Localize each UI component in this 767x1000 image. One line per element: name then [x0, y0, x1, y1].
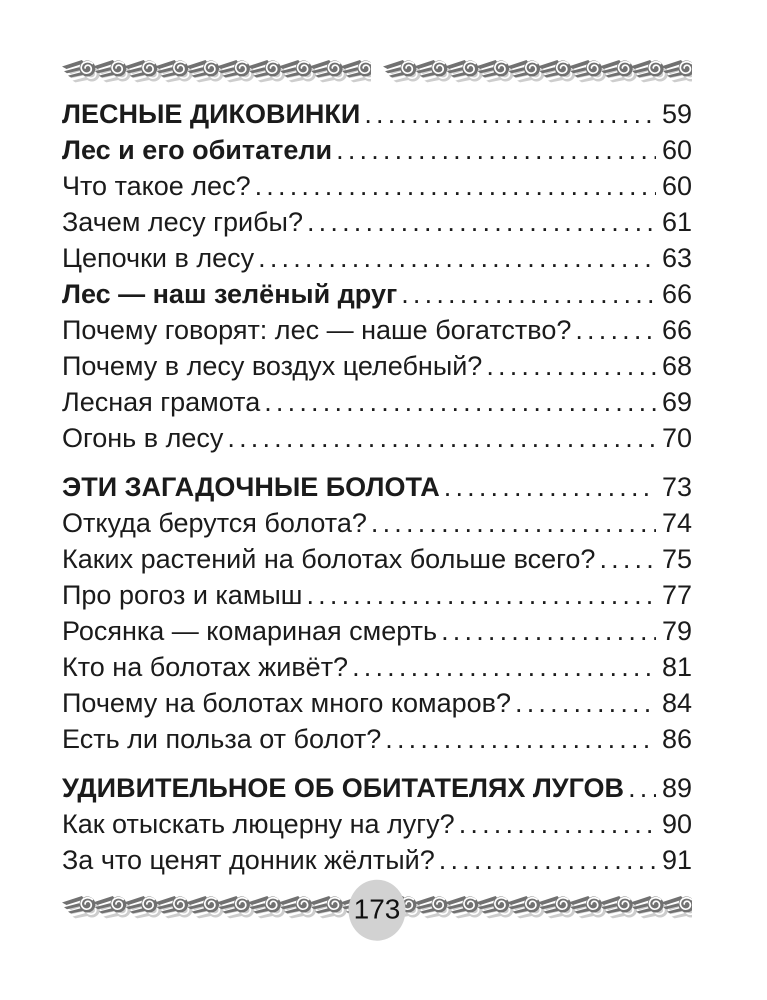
page-number: 173: [353, 893, 401, 925]
toc-entry-title: Зачем лесу грибы?: [62, 207, 303, 237]
toc-entry-page: 74: [661, 508, 692, 538]
toc-entry-title: Про рогоз и камыш: [62, 580, 303, 610]
toc-entry: [62, 96, 692, 132]
toc-entry-title: Лес и его обитатели: [62, 135, 333, 165]
dot-leader: [515, 685, 656, 721]
toc-entry-title: Почему на болотах много комаров?: [62, 688, 512, 718]
dot-leader: [336, 132, 656, 168]
toc-entry-title: Есть ли польза от болот?: [62, 724, 382, 754]
toc-entry-title: Огонь в лесу: [62, 423, 224, 453]
toc-entry: [62, 469, 692, 505]
toc-entry-page: 81: [661, 652, 692, 682]
dot-leader: [575, 312, 656, 348]
dot-leader: [401, 276, 656, 312]
top-ornament-border: [62, 58, 692, 87]
dot-leader: [371, 505, 656, 541]
toc-entry: [62, 168, 692, 204]
dot-leader: [599, 541, 656, 577]
toc-entry: [62, 613, 692, 649]
toc-entry: [62, 384, 692, 420]
dot-leader: [628, 770, 656, 806]
toc-entry: [62, 240, 692, 276]
dot-leader: [444, 469, 656, 505]
toc-entry-title: Как отыскать люцерну на лугу?: [62, 809, 455, 839]
wave-swirl-icon: [383, 894, 692, 923]
toc-entry: [62, 842, 692, 878]
dot-leader: [227, 420, 656, 456]
toc-entry: [62, 541, 692, 577]
dot-leader: [441, 613, 656, 649]
toc-entry-page: 89: [661, 773, 692, 803]
toc-entry-title: Лесная грамота: [62, 387, 261, 417]
wave-swirl-icon: [383, 58, 692, 87]
dot-leader: [486, 348, 656, 384]
dot-leader: [459, 806, 656, 842]
toc-entry: [62, 420, 692, 456]
toc-entry: [62, 806, 692, 842]
toc-entry-page: 60: [661, 135, 692, 165]
toc-entry-page: 75: [661, 544, 692, 574]
dot-leader: [439, 842, 656, 878]
toc-entry-page: 77: [661, 580, 692, 610]
dot-leader: [307, 204, 656, 240]
toc-entry-title: УДИВИТЕЛЬНОЕ ОБ ОБИТАТЕЛЯХ ЛУГОВ: [62, 773, 625, 803]
toc-entry-page: 59: [661, 99, 692, 129]
toc-entry: [62, 312, 692, 348]
toc-entry: [62, 348, 692, 384]
toc-entry: [62, 649, 692, 685]
toc-entry-page: 60: [661, 171, 692, 201]
wave-swirl-icon: [62, 58, 371, 87]
toc-entry-page: 63: [661, 243, 692, 273]
toc-entry-title: Кто на болотах живёт?: [62, 652, 349, 682]
dot-leader: [306, 577, 656, 613]
toc-entry-title: Почему в лесу воздух целебный?: [62, 351, 483, 381]
toc-entry-title: Что такое лес?: [62, 171, 251, 201]
dot-leader: [258, 240, 656, 276]
toc-entry-page: 90: [661, 809, 692, 839]
toc-entry-title: Росянка — комариная смерть: [62, 616, 438, 646]
toc-entry-page: 66: [661, 315, 692, 345]
toc-entry-page: 86: [661, 724, 692, 754]
toc-entry-page: 79: [661, 616, 692, 646]
dot-leader: [385, 721, 656, 757]
toc-entry-title: Цепочки в лесу: [62, 243, 255, 273]
toc-entry: [62, 577, 692, 613]
toc-entry: [62, 276, 692, 312]
dot-leader: [364, 96, 656, 132]
toc-entry: [62, 204, 692, 240]
page-number-badge: [349, 879, 406, 940]
toc-entry-title: За что ценят донник жёлтый?: [62, 845, 435, 875]
toc-entry: [62, 505, 692, 541]
wave-swirl-icon: [62, 894, 371, 923]
toc-entry-title: Каких растений на болотах больше всего?: [62, 544, 596, 574]
toc-entry-title: Почему говорят: лес — наше богатство?: [62, 315, 572, 345]
toc-entry-title: ЭТИ ЗАГАДОЧНЫЕ БОЛОТА: [62, 472, 440, 502]
toc-entry-title: Откуда берутся болота?: [62, 508, 367, 538]
toc-entry: [62, 721, 692, 757]
table-of-contents: [62, 96, 692, 878]
toc-entry: [62, 685, 692, 721]
toc-entry: [62, 770, 692, 806]
dot-leader: [264, 384, 656, 420]
dot-leader: [352, 649, 656, 685]
toc-entry-page: 70: [661, 423, 692, 453]
toc-entry-page: 69: [661, 387, 692, 417]
toc-entry-page: 91: [661, 845, 692, 875]
toc-entry-page: 68: [661, 351, 692, 381]
toc-entry-title: Лес — наш зелёный друг: [62, 279, 398, 309]
toc-entry-page: 73: [661, 472, 692, 502]
toc-entry: [62, 132, 692, 168]
bottom-ornament-border: [62, 894, 692, 923]
toc-entry-title: ЛЕСНЫЕ ДИКОВИНКИ: [62, 99, 361, 129]
toc-entry-page: 61: [661, 207, 692, 237]
toc-entry-page: 84: [661, 688, 692, 718]
toc-entry-page: 66: [661, 279, 692, 309]
dot-leader: [255, 168, 656, 204]
